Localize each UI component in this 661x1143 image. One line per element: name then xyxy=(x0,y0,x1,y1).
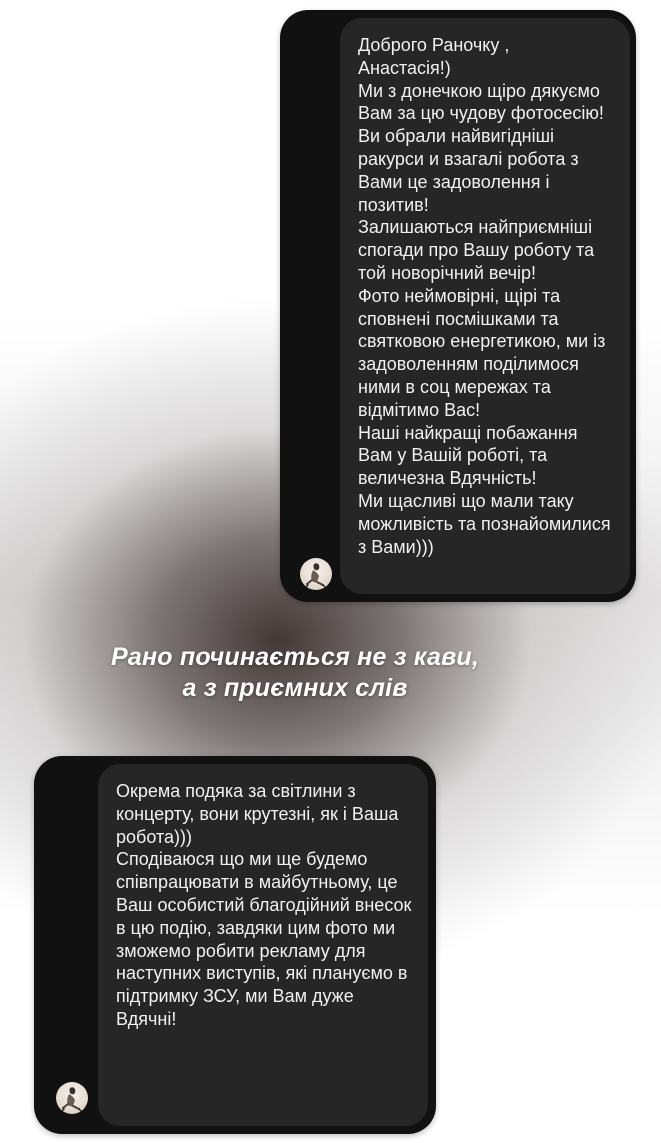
story-caption: Рано починається не з кави, а з приємних слів xyxy=(110,643,479,702)
avatar-icon[interactable] xyxy=(56,1082,88,1114)
message-bubble: Доброго Раночку , Анастасія!) Ми з донечкою щіро дякуємо Вам за цю чудову фотосесію! Ви обрали найвигідніші ракурси и взагалі робота з Вами це задоволення і позитив! Залишаються найприємніші спогади про Вашу роботу та той новорічний вечір! Фото неймовірні, щірі та сповнені посмішками та святковою енергетикою, ми із задоволенням поділимося ними в соц мережах та відмітимо Вас! Наші найкращі побажання Вам у Вашій роботі, та величезна Вдячність! Ми щасливі що мали таку можливість та познайомилися з Вами))) xyxy=(340,18,630,594)
message-screenshot-top xyxy=(280,10,636,602)
avatar-icon[interactable] xyxy=(300,558,332,590)
message-screenshot-bottom xyxy=(34,756,436,1134)
message-bubble: Окрема подяка за світлини з концерту, вони крутезні, як і Ваша робота))) Сподіваюся що ми ще будемо співпрацювати в майбутньому, це Ваш особистий благодійний внесок в цю подію, завдяки цим фото ми зможемо робити рекламу для наступних виступів, які плануємо в підтримку ЗСУ, ми Вам дуже Вдячні! xyxy=(98,764,428,1126)
